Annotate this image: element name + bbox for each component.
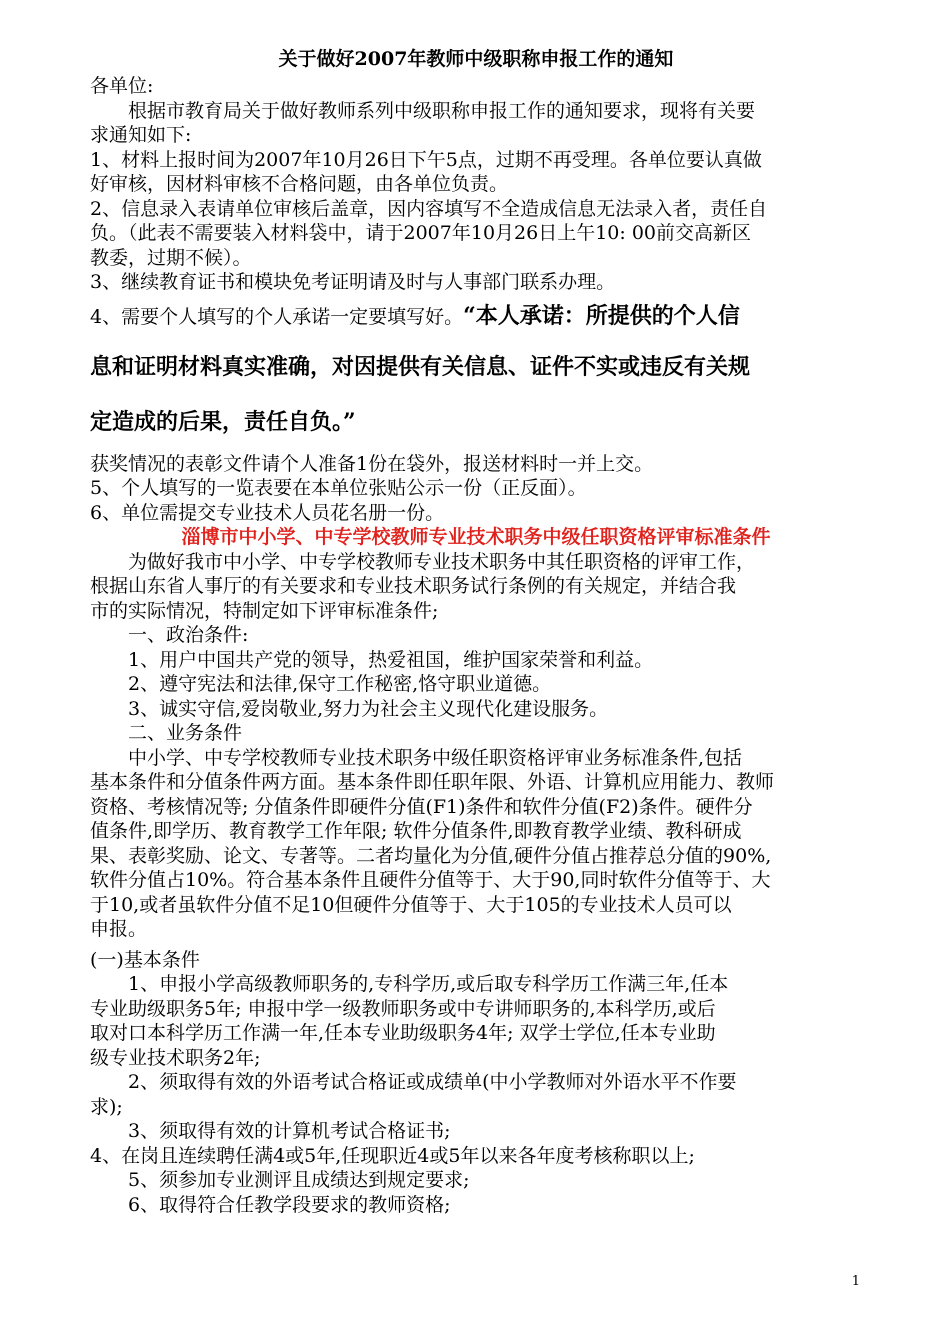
notice-item-6: 6、单位需提交专业技术人员花名册一份。 [90,501,445,524]
basic-item-1: 取对口本科学历工作满一年,任本专业助级职务4年; 双学士学位,任本专业助 [90,1022,716,1044]
section-intro: 为做好我市中小学、中专学校教师专业技术职务中其任职资格的评审工作， [128,550,756,573]
intro-line: 根据市教育局关于做好教师系列中级职称申报工作的通知要求，现将有关要 [128,99,756,122]
section-intro: 根据山东省人事厅的有关要求和专业技术职务试行条例的有关规定，并结合我 [90,575,737,597]
business-text: 于10,或者虽软件分值不足10但硬件分值等于、大于105的专业技术人员可以 [90,893,732,916]
notice-item-2: 教委，过期不候）。 [90,246,252,269]
document-title: 关于做好2007年教师中级职称申报工作的通知 [278,48,674,70]
political-item: 2、遵守宪法和法律,保守工作秘密,恪守职业道德。 [128,673,552,695]
section-intro: 市的实际情况，特制定如下评审标准条件; [90,599,439,622]
basic-item-2: 2、须取得有效的外语考试合格证或成绩单(中小学教师对外语水平不作要 [128,1071,737,1093]
awards-note: 获奖情况的表彰文件请个人准备1份在袋外，报送材料时一并上交。 [90,452,654,475]
basic-heading: (一)基本条件 [90,948,200,971]
political-heading: 一、政治条件: [128,624,249,646]
document-page [90,44,862,1217]
notice-item-3: 3、继续教育证书和模块免考证明请及时与人事部门联系办理。 [90,271,616,293]
business-text: 值条件,即学历、教育教学工作年限; 软件分值条件,即教育教学业绩、教科研成 [90,820,742,842]
business-text: 基本条件和分值条件两方面。基本条件即任职年限、外语、计算机应用能力、教师 [90,771,775,793]
greeting: 各单位: [90,75,154,97]
page-number: 1 [851,1274,860,1289]
business-text: 中小学、中专学校教师专业技术职务中级任职资格评审业务标准条件,包括 [128,746,743,769]
notice-item-4-text: 4、需要个人填写的个人承诺一定要填写好。 [90,305,464,328]
notice-item-5: 5、个人填写的一览表要在本单位张贴公示一份（正反面）。 [90,477,587,499]
pledge-text: 息和证明材料真实准确，对因提供有关信息、证件不实或违反有关规 [90,353,751,380]
notice-item-1: 好审核，因材料审核不合格问题，由各单位负责。 [90,173,509,195]
business-text: 资格、考核情况等; 分值条件即硬件分值(F1)条件和软件分值(F2)条件。硬件分 [90,795,753,818]
political-item: 3、诚实守信,爱岗敬业,努力为社会主义现代化建设服务。 [128,697,609,720]
political-item: 1、用户中国共产党的领导，热爱祖国，维护国家荣誉和利益。 [128,648,654,671]
pledge-text: 定造成的后果，责任自负。” [90,408,356,435]
basic-item-2: 求); [90,1095,123,1118]
section-title: 淄博市中小学、中专学校教师专业技术职务中级任职资格评审标准条件 [181,526,771,548]
notice-item-2: 负。（此表不需要装入材料袋中，请于2007年10月26日上午10: 00前交高新区 [90,222,752,244]
business-text: 软件分值占10%。符合基本条件且硬件分值等于、大于90,同时软件分值等于、大 [90,869,771,891]
notice-item-1: 1、材料上报时间为2007年10月26日下午5点，过期不再受理。各单位要认真做 [90,148,762,171]
basic-item-4: 4、在岗且连续聘任满4或5年,任现职近4或5年以来各年度考核称职以上; [90,1144,695,1167]
business-heading: 二、业务条件 [128,722,243,744]
pledge-text: “本人承诺：所提供的个人信 [463,302,740,329]
notice-item-4 [90,303,862,330]
notice-item-2: 2、信息录入表请单位审核后盖章，因内容填写不全造成信息无法录入者，责任自 [90,197,768,220]
business-text: 申报。 [90,918,148,940]
basic-item-1: 级专业技术职务2年; [90,1046,261,1069]
basic-item-1: 1、申报小学高级教师职务的,专科学历,或后取专科学历工作满三年,任本 [128,973,729,995]
basic-item-5: 5、须参加专业测评且成绩达到规定要求; [128,1169,470,1191]
basic-item-1: 专业助级职务5年; 申报中学一级教师职务或中专讲师职务的,本科学历,或后 [90,997,716,1020]
business-text: 果、表彰奖励、论文、专著等。二者均量化为分值,硬件分值占推荐总分值的90%, [90,844,772,867]
intro-line: 求通知如下: [90,124,192,146]
basic-item-3: 3、须取得有效的计算机考试合格证书; [128,1120,451,1142]
basic-item-6: 6、取得符合任教学段要求的教师资格; [128,1193,451,1216]
